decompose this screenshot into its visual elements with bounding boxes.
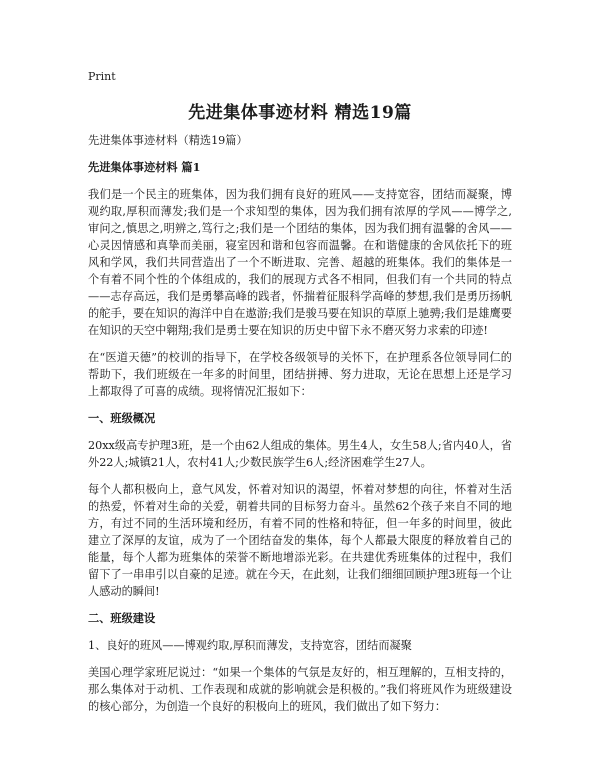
heading-class-construction: 二、班级建设 [88, 611, 156, 625]
paragraph-motto: 在“医道天德”的校训的指导下，在学校各级领导的关怀下，在护理系各位领导同仁的帮助下，我们班级在一年多的时间里，团结拼搏、努力进取，无论在思想上还是学习上都取得了可喜的成绩。现将情况汇报如下： [88, 351, 512, 398]
paragraph-intro: 我们是一个民主的班集体，因为我们拥有良好的班风——支持宽容，团结而凝聚，博观约取,厚积而薄发;我们是一个求知型的集体，因为我们拥有浓厚的学风——博学之,审问之,慎思之,明辨之,笃行之;我们是一个团结的集体，因为我们拥有温馨的舍风——心灵因情感和真挚而美丽，寝室因和谐和包容而温馨。在和谐健康的舍风依托下的班风和学风，我们共同营造出了一个不断进取、完善、超越的班集体。我们的集体是一个有着不同个性的个体组成的，我们的展现方式各不相同，但我们有一个共同的特点——志存高远，我们是勇攀高峰的践者，怀揣着征服科学高峰的梦想,我们是勇历扬帆的舵手，要在知识的海洋中自在遨游;我们是骏马要在知识的草原上驰骋;我们是雄鹰要在知识的天空中翱翔;我们是勇士要在知识的历史中留下永不磨灭努力求索的印迹! [88, 188, 512, 337]
heading-class-overview: 一、班级概况 [88, 411, 156, 425]
paragraph-class-stats: 20xx级高专护理3班，是一个由62人组成的集体。男生4人，女生58人;省内40人，省外22人;城镇21人，农村41人;少数民族学生6人;经济困难学生27人。 [88, 439, 512, 469]
document-body [88, 132, 512, 725]
section-heading-1: 先进集体事迹材料 篇1 [88, 160, 201, 174]
paragraph-good-style: 1、良好的班风——博观约取,厚积而薄发，支持宽容，团结而凝聚 [88, 639, 412, 652]
paragraph-class-spirit: 每个人都积极向上，意气风发，怀着对知识的渴望，怀着对梦想的向往，怀着对生活的热爱，怀着对生命的关爱，朝着共同的目标努力奋斗。虽然62个孩子来自不同的地方，有过不同的生活环境和经历，有着不同的性格和特征，但一年多的时间里，彼此建立了深厚的友谊，成为了一个团结奋发的集体，每个人都最大限度的释放着自己的能量，每个人都为班集体的荣誉不断地增添光彩。在共建优秀班集体的过程中，我们留下了一串串引以自豪的足迹。就在今天，在此刻，让我们细细回顾护理3班每一个让人感动的瞬间! [88, 483, 512, 598]
print-label: Print [88, 70, 116, 83]
paragraph-psychologist-quote: 美国心理学家班尼说过：“如果一个集体的气氛是友好的，相互理解的，互相支持的，那么集体对于动机、工作表现和成就的影响就会是积极的。”我们将班风作为班级建设的核心部分，为创造一个良好的积极向上的班风，我们做出了如下努力： [88, 666, 512, 713]
document-title: 先进集体事迹材料 精选19篇 [188, 103, 412, 123]
document-subtitle: 先进集体事迹材料（精选19篇） [88, 134, 248, 147]
